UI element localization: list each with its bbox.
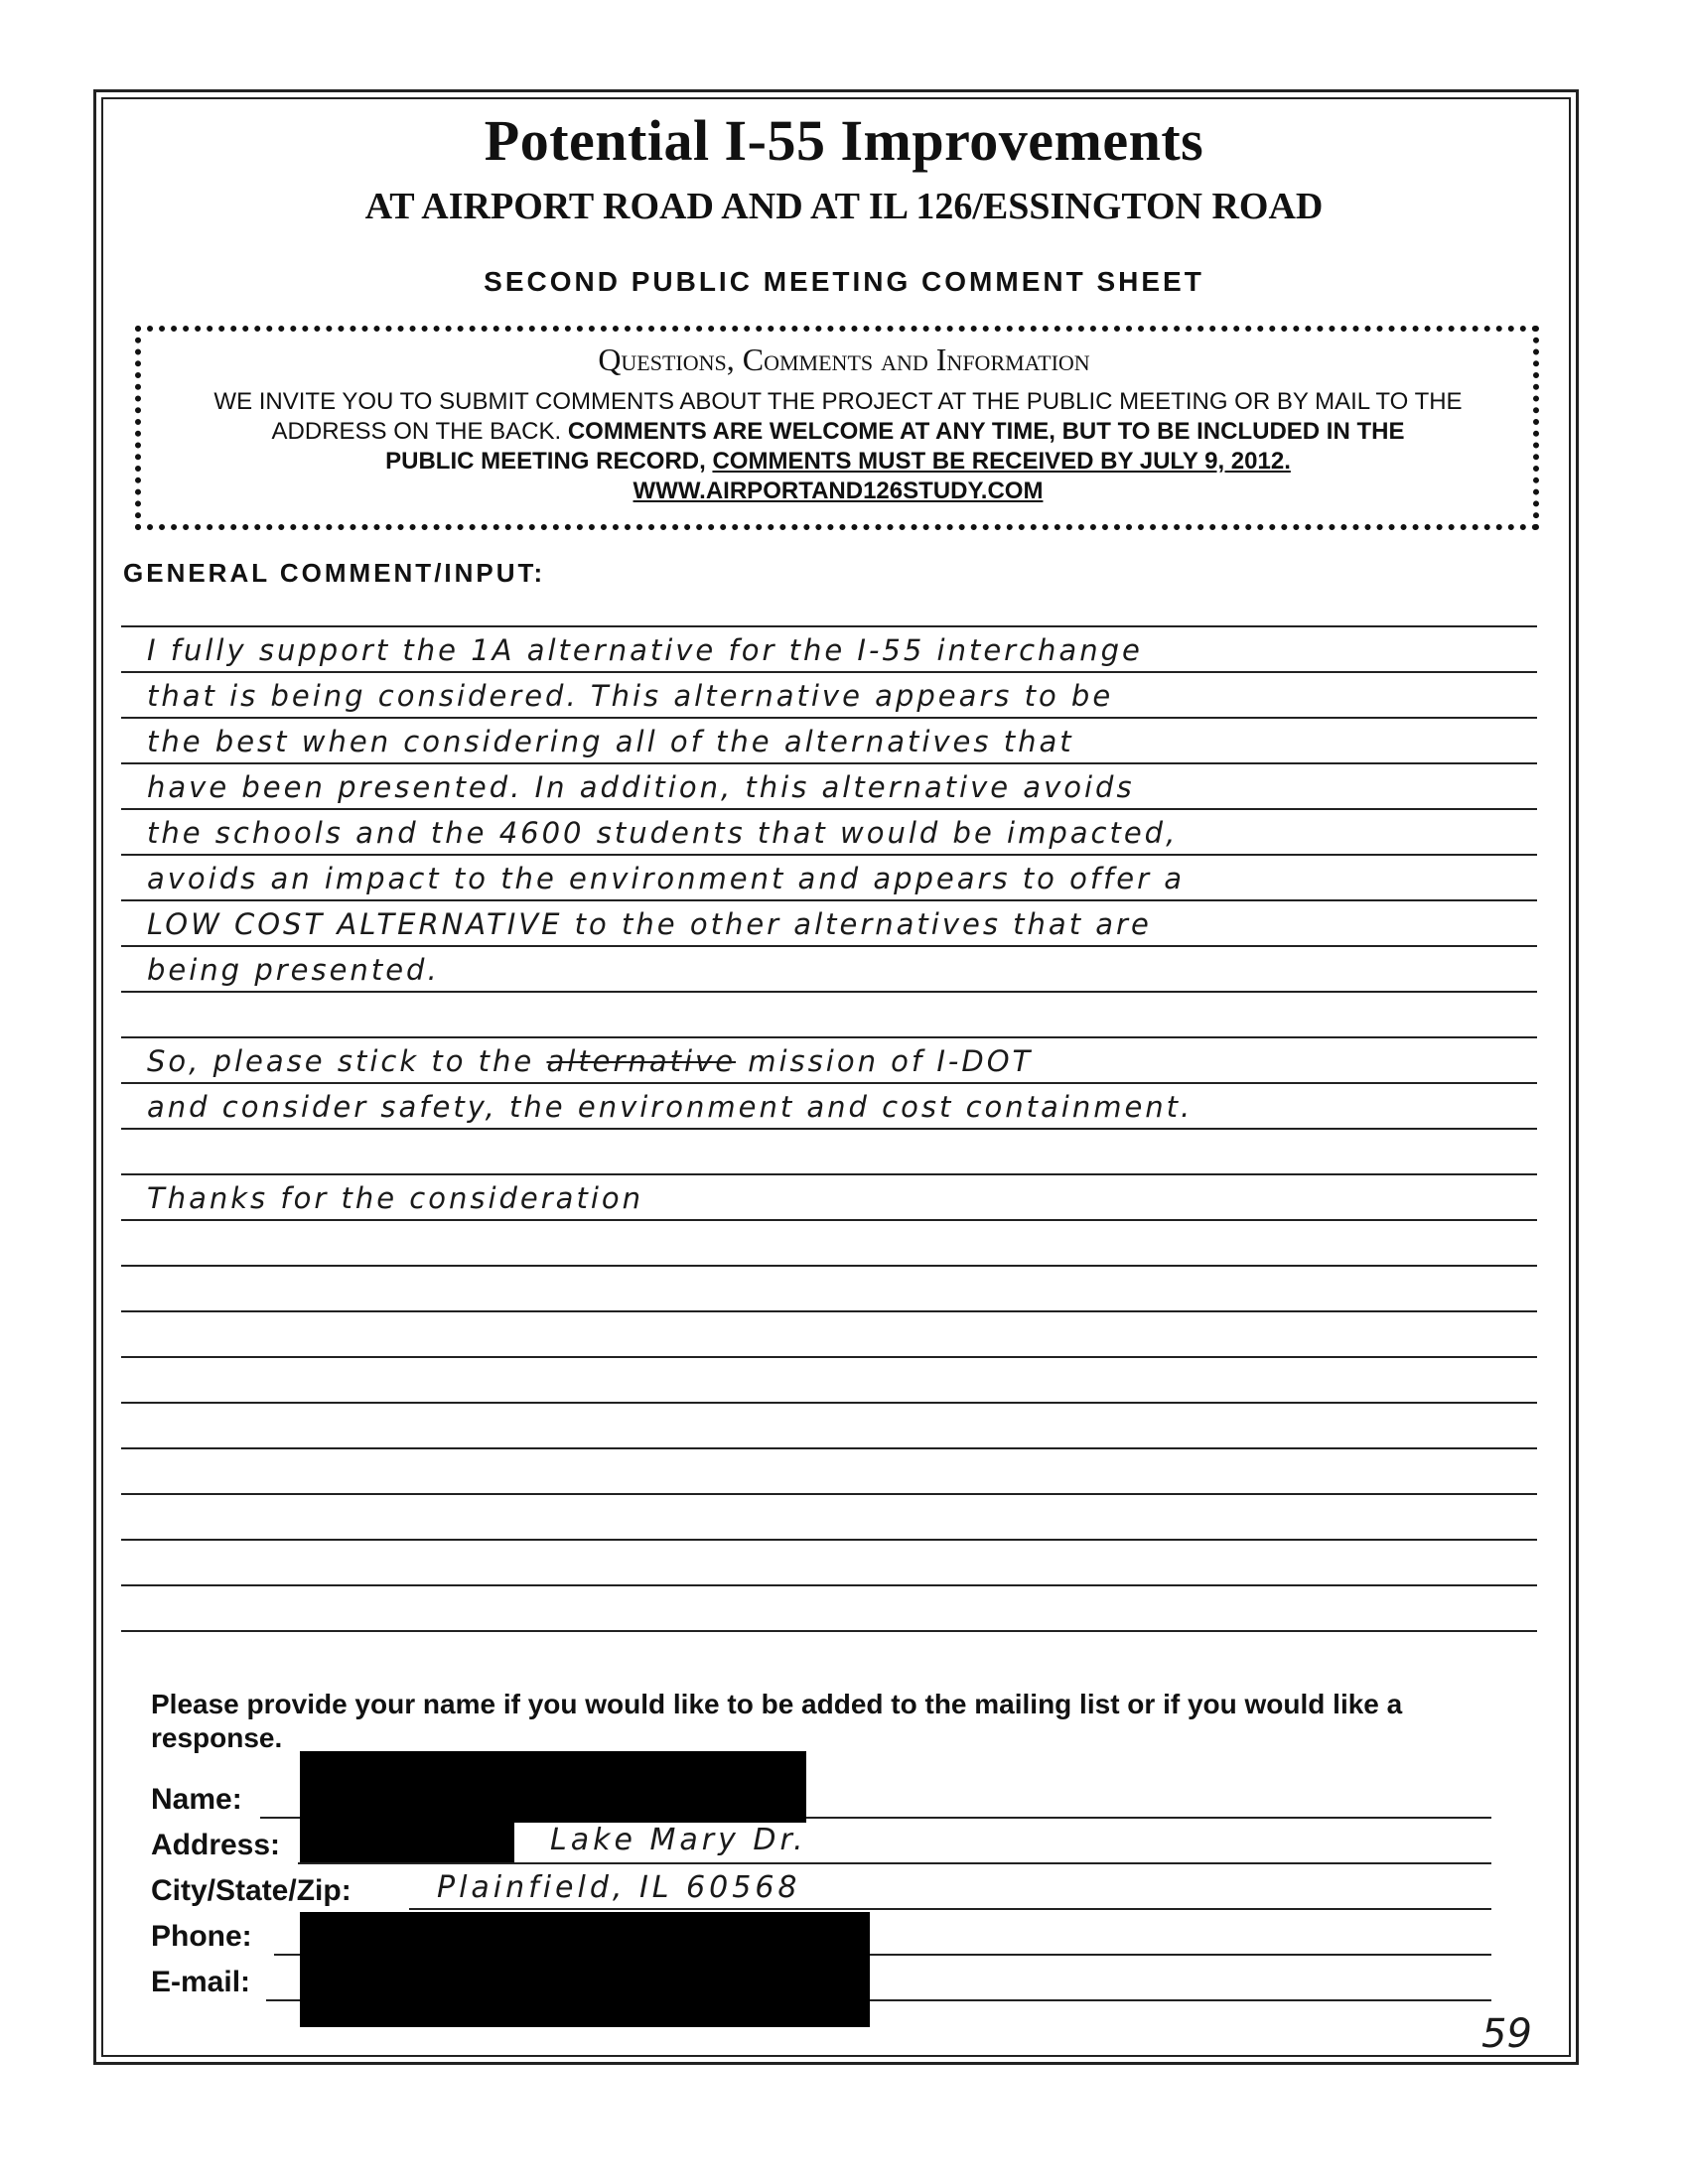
comment-line-13: Thanks for the consideration — [147, 1181, 643, 1215]
email-label: E-mail: — [151, 1966, 251, 1998]
ruled-line — [121, 1630, 1537, 1632]
comment-line-11: and consider safety, the environment and cost containment. — [147, 1090, 1194, 1124]
comment-line-3: the best when considering all of the alternatives that — [147, 725, 1074, 758]
comment-line-10-end: mission of I-DOT — [748, 1044, 1034, 1078]
info-heading: Questions, Comments and Information — [598, 341, 1090, 377]
ruled-line — [121, 762, 1537, 764]
page-number: 59 — [1481, 2011, 1532, 2057]
redaction-block — [300, 1912, 870, 2027]
info-line-2-plain: ADDRESS ON THE BACK. — [271, 418, 568, 445]
ruled-line — [121, 854, 1537, 856]
comment-line-6: avoids an impact to the environment and appears to offer a — [147, 862, 1186, 895]
city-state-zip-field-line[interactable] — [409, 1908, 1491, 1910]
comment-line-10 — [147, 1044, 1537, 1078]
document-subtitle: AT AIRPORT ROAD AND AT IL 126/ESSINGTON ROAD — [364, 186, 1324, 227]
ruled-line — [121, 1402, 1537, 1404]
info-line-2-bold: COMMENTS ARE WELCOME AT ANY TIME, BUT TO BE INCLUDED IN THE — [567, 418, 1405, 445]
ruled-line — [121, 1219, 1537, 1221]
comment-line-2: that is being considered. This alternative appears to be — [147, 679, 1114, 713]
general-comment-label: GENERAL COMMENT/INPUT: — [123, 558, 546, 588]
address-label: Address: — [151, 1829, 281, 1861]
redaction-block — [300, 1823, 514, 1862]
info-line-3-bold: PUBLIC MEETING RECORD, — [385, 448, 713, 475]
ruled-line — [121, 717, 1537, 719]
info-line-2 — [149, 417, 1527, 447]
ruled-line — [121, 625, 1537, 627]
struck-word: alternative — [546, 1044, 737, 1078]
comment-line-10-start: So, please stick to the — [147, 1044, 535, 1078]
ruled-line — [121, 899, 1537, 901]
comment-line-4: have been presented. In addition, this alternative avoids — [147, 770, 1135, 804]
comment-line-1: I fully support the 1A alternative for the I-55 interchange — [147, 633, 1143, 667]
info-line-3 — [149, 447, 1527, 477]
ruled-line — [121, 1447, 1537, 1449]
ruled-line — [121, 1584, 1537, 1586]
ruled-line — [121, 808, 1537, 810]
city-state-zip-value: Plainfield, IL 60568 — [437, 1870, 801, 1905]
info-deadline: COMMENTS MUST BE RECEIVED BY JULY 9, 2012. — [712, 448, 1291, 475]
ruled-line — [121, 1539, 1537, 1541]
name-label: Name: — [151, 1783, 242, 1816]
ruled-line — [121, 1082, 1537, 1084]
ruled-line — [121, 1265, 1537, 1267]
comment-line-7: LOW COST ALTERNATIVE to the other alternatives that are — [147, 907, 1152, 941]
ruled-line — [121, 991, 1537, 993]
address-value: Lake Mary Dr. — [550, 1823, 807, 1857]
ruled-line — [121, 1356, 1537, 1358]
ruled-line — [121, 1310, 1537, 1312]
mailing-list-note: Please provide your name if you would like to be added to the mailing list or if you would like a response. — [151, 1689, 1403, 1753]
document-title: Potential I-55 Improvements — [484, 108, 1204, 173]
comment-line-5: the schools and the 4600 students that would be impacted, — [147, 816, 1179, 850]
sheet-title: SECOND PUBLIC MEETING COMMENT SHEET — [484, 266, 1204, 297]
info-line-1: WE INVITE YOU TO SUBMIT COMMENTS ABOUT THE PROJECT AT THE PUBLIC MEETING OR BY MAIL TO THE — [213, 388, 1463, 415]
city-state-zip-label: City/State/Zip: — [151, 1874, 352, 1907]
phone-label: Phone: — [151, 1920, 252, 1953]
ruled-line — [121, 945, 1537, 947]
website-link[interactable]: WWW.AIRPORTAND126STUDY.COM — [633, 478, 1044, 504]
ruled-line — [121, 671, 1537, 673]
ruled-line — [121, 1493, 1537, 1495]
redaction-block — [300, 1751, 806, 1823]
comment-line-8: being presented. — [147, 953, 440, 987]
info-website — [149, 477, 1527, 506]
ruled-line — [121, 1036, 1537, 1038]
address-field-line[interactable] — [298, 1862, 1491, 1864]
ruled-line — [121, 1128, 1537, 1130]
ruled-line — [121, 1173, 1537, 1175]
